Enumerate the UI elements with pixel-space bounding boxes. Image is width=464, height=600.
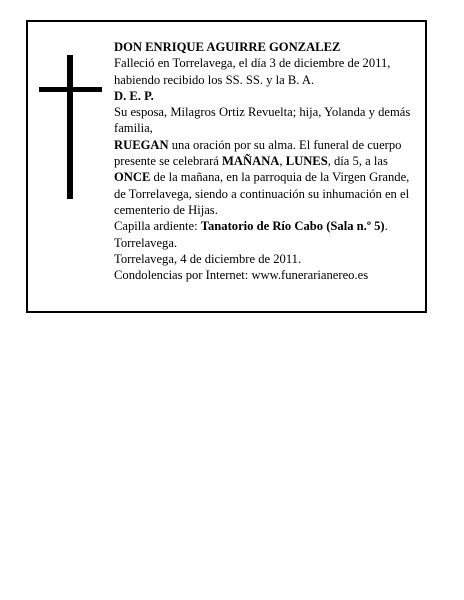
family-line: Su esposa, Milagros Ortiz Revuelta; hija, Yolanda y demás familia, xyxy=(114,105,411,136)
deceased-name: DON ENRIQUE AGUIRRE GONZALEZ xyxy=(114,40,341,54)
notice-text xyxy=(114,39,420,283)
ruegan-text: RUEGAN xyxy=(114,137,169,152)
chapel-label: Capilla ardiente: xyxy=(114,219,201,234)
chapel-place: Tanatorio de Río Cabo (Sala n.º 5) xyxy=(200,219,385,234)
manana-text: MAÑANA xyxy=(222,154,280,169)
cross-icon xyxy=(39,55,102,199)
date-line: Torrelavega, 4 de diciembre de 2011. xyxy=(114,251,302,266)
condolences-line: Condolencias por Internet: www.funerarianereo.es xyxy=(114,268,369,283)
once-text: ONCE xyxy=(114,170,151,185)
prayer-text-2: , día 5, a las xyxy=(327,154,388,169)
death-statement: Falleció en Torrelavega, el día 3 de diciembre de 2011, habiendo recibido los SS. SS. y la B. A. xyxy=(114,56,391,87)
chapel-line xyxy=(114,218,420,251)
obituary-notice xyxy=(26,20,427,313)
chapel-after: . Torrelavega. xyxy=(114,219,388,250)
cross-vertical-bar xyxy=(67,55,73,199)
cross-horizontal-bar xyxy=(39,87,102,92)
comma-text: , xyxy=(279,154,286,169)
prayer-text-3: de la mañana, en la parroquia de la Virgen Grande, de Torrelavega, siendo a continuación su inhumación en el cementerio de Hijas. xyxy=(114,170,410,217)
lunes-text: LUNES xyxy=(285,154,328,169)
prayer-text-1: una oración por su alma. El funeral de cuerpo presente se celebrará xyxy=(114,137,402,169)
funeral-paragraph xyxy=(114,137,420,218)
rip-line: D. E. P. xyxy=(114,88,154,103)
